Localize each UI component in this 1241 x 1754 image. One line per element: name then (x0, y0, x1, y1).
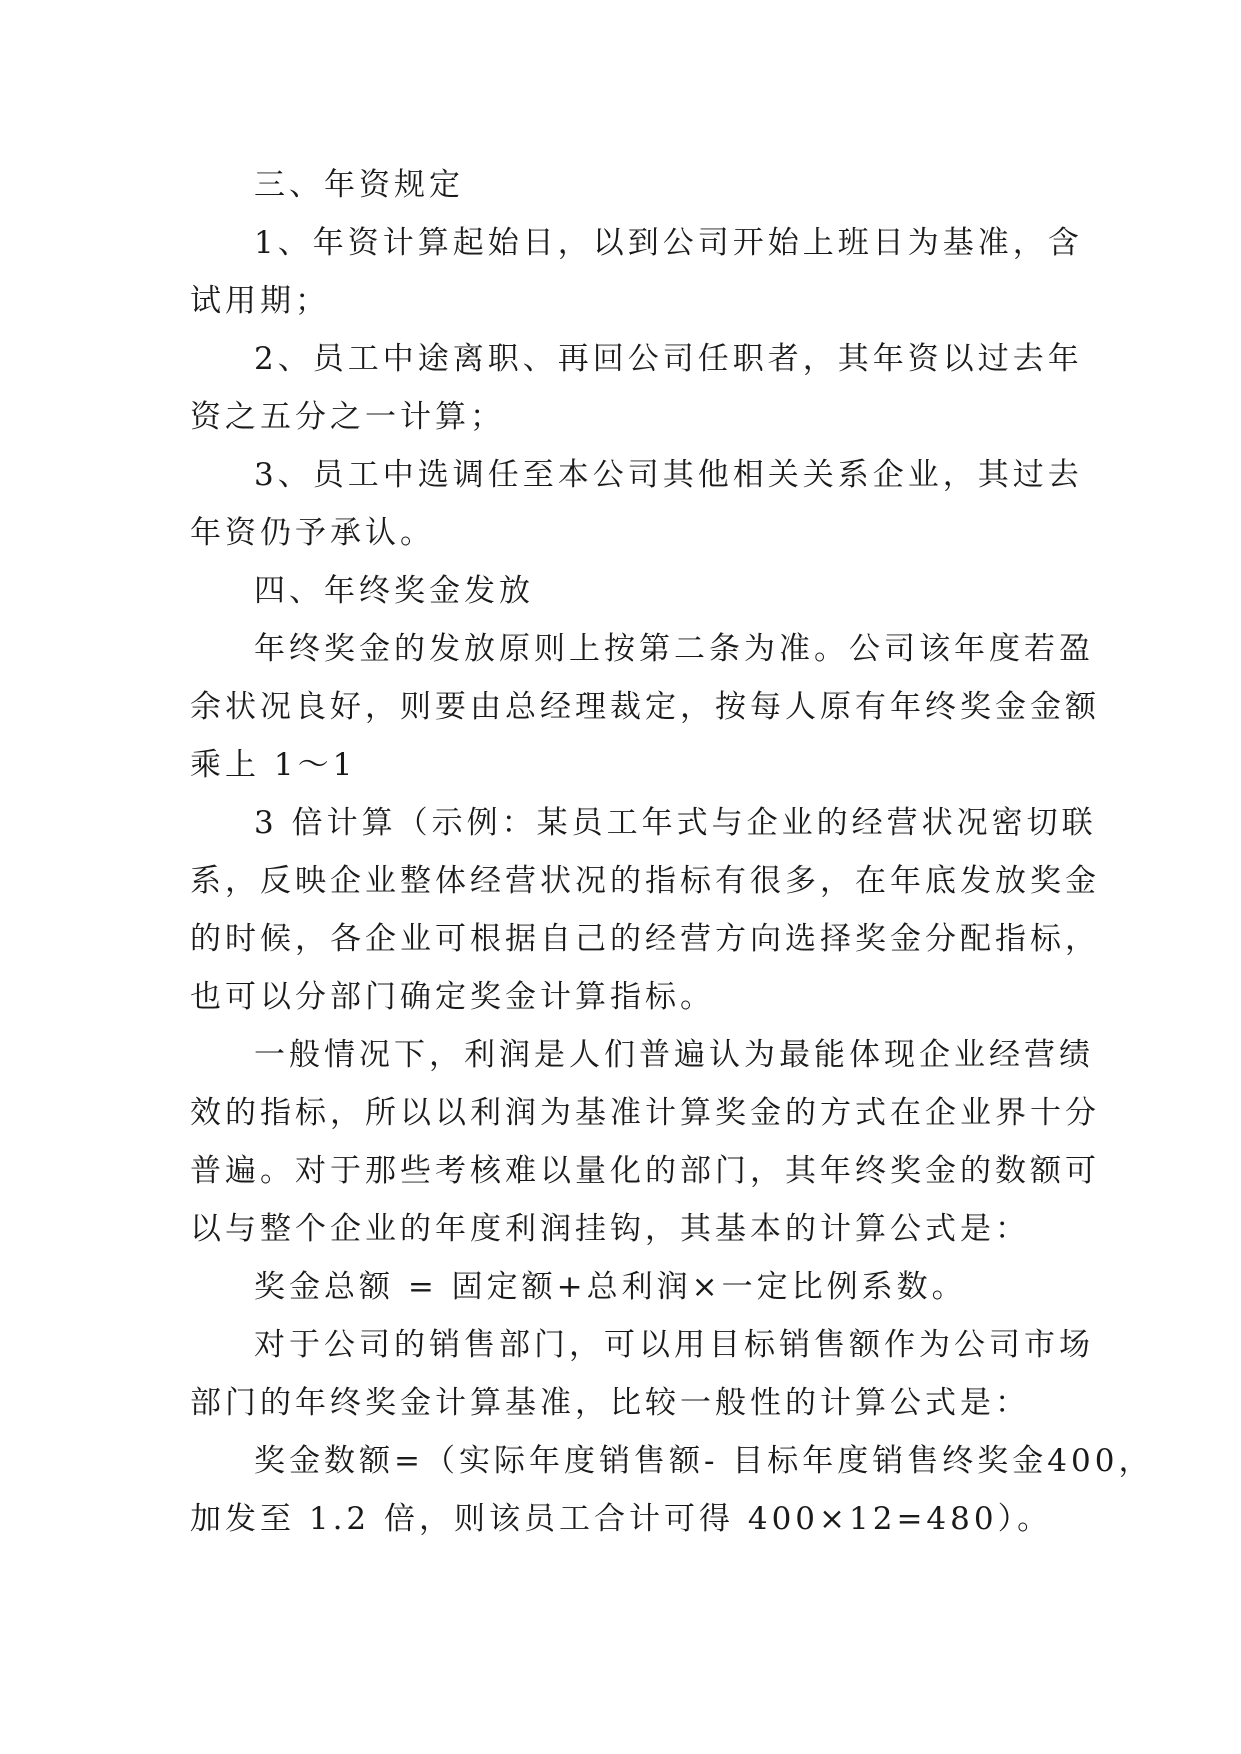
paragraph-line: 年终奖金的发放原则上按第二条为准。公司该年度若盈 (254, 631, 1094, 667)
paragraph-line: 加发至 1.2 倍，则该员工合计可得 400×12=480）。 (190, 1501, 1053, 1537)
paragraph-line: 1、年资计算起始日，以到公司开始上班日为基准，含 (254, 225, 1083, 261)
paragraph-line: 年资仍予承认。 (190, 515, 435, 551)
paragraph-line: 试用期； (190, 283, 330, 319)
paragraph-line: 余状况良好，则要由总经理裁定，按每人原有年终奖金金额 (190, 689, 1100, 725)
paragraph-line: 的时候，各企业可根据自己的经营方向选择奖金分配指标， (190, 921, 1100, 957)
paragraph-line: 普遍。对于那些考核难以量化的部门，其年终奖金的数额可 (190, 1153, 1100, 1189)
formula-line: 奖金数额=（实际年度销售额- 目标年度销售终奖金400， (254, 1443, 1154, 1479)
paragraph-line: 以与整个企业的年度利润挂钩，其基本的计算公式是： (190, 1211, 1030, 1247)
paragraph-line: 3、员工中选调任至本公司其他相关关系企业，其过去 (254, 457, 1083, 493)
paragraph-line: 也可以分部门确定奖金计算指标。 (190, 979, 715, 1015)
paragraph-line: 3 倍计算（示例：某员工年式与企业的经营状况密切联 (254, 805, 1097, 841)
paragraph-line: 2、员工中途离职、再回公司任职者，其年资以过去年 (254, 341, 1083, 377)
section-heading-seniority: 三、年资规定 (254, 167, 464, 203)
paragraph-line: 部门的年终奖金计算基准，比较一般性的计算公式是： (190, 1385, 1030, 1421)
section-heading-bonus: 四、年终奖金发放 (254, 573, 534, 609)
paragraph-line: 一般情况下，利润是人们普遍认为最能体现企业经营绩 (254, 1037, 1094, 1073)
formula-line: 奖金总额 = 固定额+总利润×一定比例系数。 (254, 1269, 967, 1305)
paragraph-line: 系，反映企业整体经营状况的指标有很多，在年底发放奖金 (190, 863, 1100, 899)
paragraph-line: 对于公司的销售部门，可以用目标销售额作为公司市场 (254, 1327, 1094, 1363)
paragraph-line: 效的指标，所以以利润为基准计算奖金的方式在企业界十分 (190, 1095, 1100, 1131)
paragraph-line: 乘上 1～1 (190, 747, 357, 783)
paragraph-line: 资之五分之一计算； (190, 399, 505, 435)
